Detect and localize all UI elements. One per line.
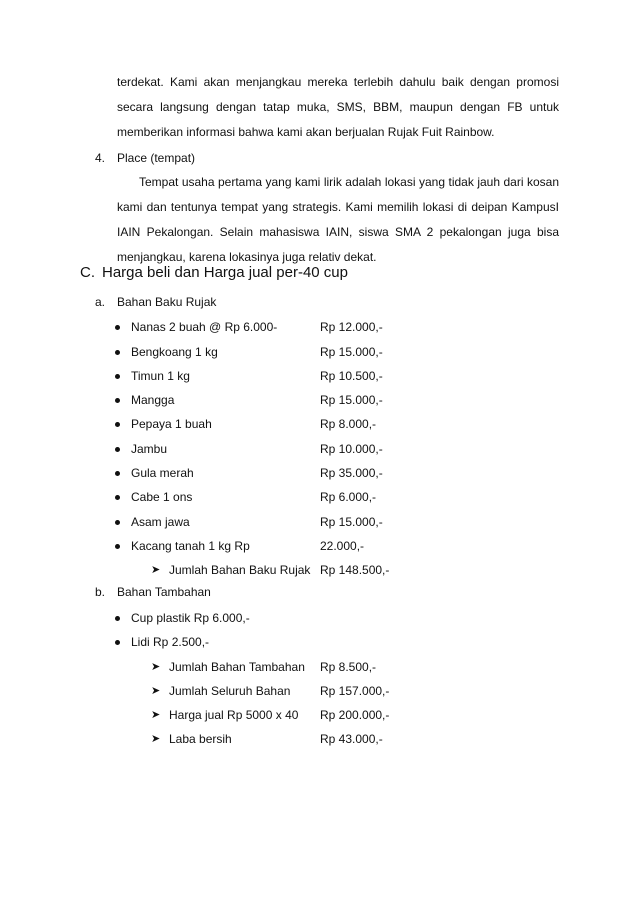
item-value: Rp 10.000,- bbox=[320, 442, 383, 456]
paragraph-line: terdekat. Kami akan menjangkau mereka terlebih dahulu baik dengan promosi bbox=[117, 75, 559, 89]
item-label: Bengkoang 1 kg bbox=[131, 345, 218, 359]
summary-value: Rp 200.000,- bbox=[320, 708, 390, 722]
paragraph-line: kami dan tentunya tempat yang strategis. Kami memilih lokasi di deipan KampusI bbox=[117, 200, 559, 214]
item-label: Timun 1 kg bbox=[131, 369, 190, 383]
item-label: Nanas 2 buah @ Rp 6.000- bbox=[131, 320, 278, 334]
list-item bbox=[0, 391, 638, 409]
summary-label: Jumlah Seluruh Bahan bbox=[169, 684, 291, 698]
paragraph-line: Tempat usaha pertama yang kami lirik adalah lokasi yang tidak jauh dari kosan bbox=[139, 175, 559, 189]
list-item bbox=[0, 343, 638, 361]
total-value: Rp 148.500,- bbox=[320, 563, 390, 577]
summary-value: Rp 43.000,- bbox=[320, 732, 383, 746]
place-heading: Place (tempat) bbox=[117, 151, 196, 165]
section-c-heading bbox=[80, 264, 348, 281]
summary-label: Jumlah Bahan Tambahan bbox=[169, 660, 305, 674]
bullet-icon bbox=[115, 616, 120, 621]
place-paragraph bbox=[117, 170, 559, 270]
list-item bbox=[0, 318, 638, 336]
section-b-heading bbox=[95, 585, 211, 599]
arrow-bullet-icon: ➤ bbox=[151, 709, 161, 721]
item-label: Lidi Rp 2.500,- bbox=[131, 635, 210, 649]
continuation-paragraph bbox=[117, 70, 559, 145]
arrow-bullet-icon: ➤ bbox=[151, 685, 161, 697]
bullet-icon bbox=[115, 350, 120, 355]
list-item bbox=[0, 513, 638, 531]
bullet-icon bbox=[115, 374, 120, 379]
total-label: Jumlah Bahan Baku Rujak bbox=[169, 563, 311, 577]
bullet-icon bbox=[115, 447, 120, 452]
summary-label: Laba bersih bbox=[169, 732, 232, 746]
section-a-title: Bahan Baku Rujak bbox=[117, 295, 217, 309]
section-b-letter: b. bbox=[95, 585, 106, 599]
item-value: Rp 10.500,- bbox=[320, 369, 383, 383]
list-item bbox=[0, 633, 638, 651]
summary-row bbox=[0, 706, 638, 724]
section-a-letter: a. bbox=[95, 295, 106, 309]
item-label: Cabe 1 ons bbox=[131, 490, 193, 504]
item-value: Rp 15.000,- bbox=[320, 393, 383, 407]
arrow-bullet-icon: ➤ bbox=[151, 733, 161, 745]
item-value: Rp 15.000,- bbox=[320, 515, 383, 529]
item-label: Kacang tanah 1 kg Rp bbox=[131, 539, 250, 553]
item-value: 22.000,- bbox=[320, 539, 365, 553]
place-number: 4. bbox=[95, 151, 106, 165]
summary-row bbox=[0, 730, 638, 748]
list-item bbox=[0, 609, 638, 627]
arrow-bullet-icon: ➤ bbox=[151, 661, 161, 673]
list-item bbox=[0, 488, 638, 506]
item-label: Pepaya 1 buah bbox=[131, 417, 212, 431]
bullet-icon bbox=[115, 520, 120, 525]
bullet-icon bbox=[115, 398, 120, 403]
item-label: Gula merah bbox=[131, 466, 194, 480]
item-value: Rp 15.000,- bbox=[320, 345, 383, 359]
list-item bbox=[0, 415, 638, 433]
item-label: Mangga bbox=[131, 393, 175, 407]
item-value: Rp 8.000,- bbox=[320, 417, 377, 431]
item-value: Rp 35.000,- bbox=[320, 466, 383, 480]
paragraph-line: secara langsung dengan tatap muka, SMS, BBM, maupun dengan FB untuk bbox=[117, 100, 559, 114]
item-value: Rp 6.000,- bbox=[320, 490, 377, 504]
summary-row bbox=[0, 682, 638, 700]
paragraph-line: IAIN Pekalongan. Selain mahasiswa IAIN, siswa SMA 2 pekalongan juga bisa bbox=[117, 225, 559, 239]
summary-value: Rp 8.500,- bbox=[320, 660, 377, 674]
arrow-bullet-icon: ➤ bbox=[151, 564, 161, 576]
section-a-heading bbox=[95, 295, 216, 309]
bullet-icon bbox=[115, 325, 120, 330]
bullet-icon bbox=[115, 471, 120, 476]
bullet-icon bbox=[115, 544, 120, 549]
list-item bbox=[0, 464, 638, 482]
summary-label: Harga jual Rp 5000 x 40 bbox=[169, 708, 299, 722]
paragraph-line: menjangkau, karena lokasinya juga relativ dekat. bbox=[117, 250, 377, 264]
item-label: Cup plastik Rp 6.000,- bbox=[131, 611, 250, 625]
item-label: Jambu bbox=[131, 442, 168, 456]
section-b-title: Bahan Tambahan bbox=[117, 585, 211, 599]
list-item bbox=[0, 440, 638, 458]
bullet-icon bbox=[115, 640, 120, 645]
item-value: Rp 12.000,- bbox=[320, 320, 383, 334]
section-c-letter: C. bbox=[80, 264, 95, 281]
item-label: Asam jawa bbox=[131, 515, 190, 529]
list-item bbox=[0, 537, 638, 555]
total-row bbox=[0, 561, 638, 579]
paragraph-line: memberikan informasi bahwa kami akan berjualan Rujak Fuit Rainbow. bbox=[117, 125, 495, 139]
section-c-title: Harga beli dan Harga jual per-40 cup bbox=[102, 264, 348, 281]
summary-value: Rp 157.000,- bbox=[320, 684, 390, 698]
summary-row bbox=[0, 658, 638, 676]
list-item bbox=[0, 367, 638, 385]
bullet-icon bbox=[115, 495, 120, 500]
bullet-icon bbox=[115, 422, 120, 427]
